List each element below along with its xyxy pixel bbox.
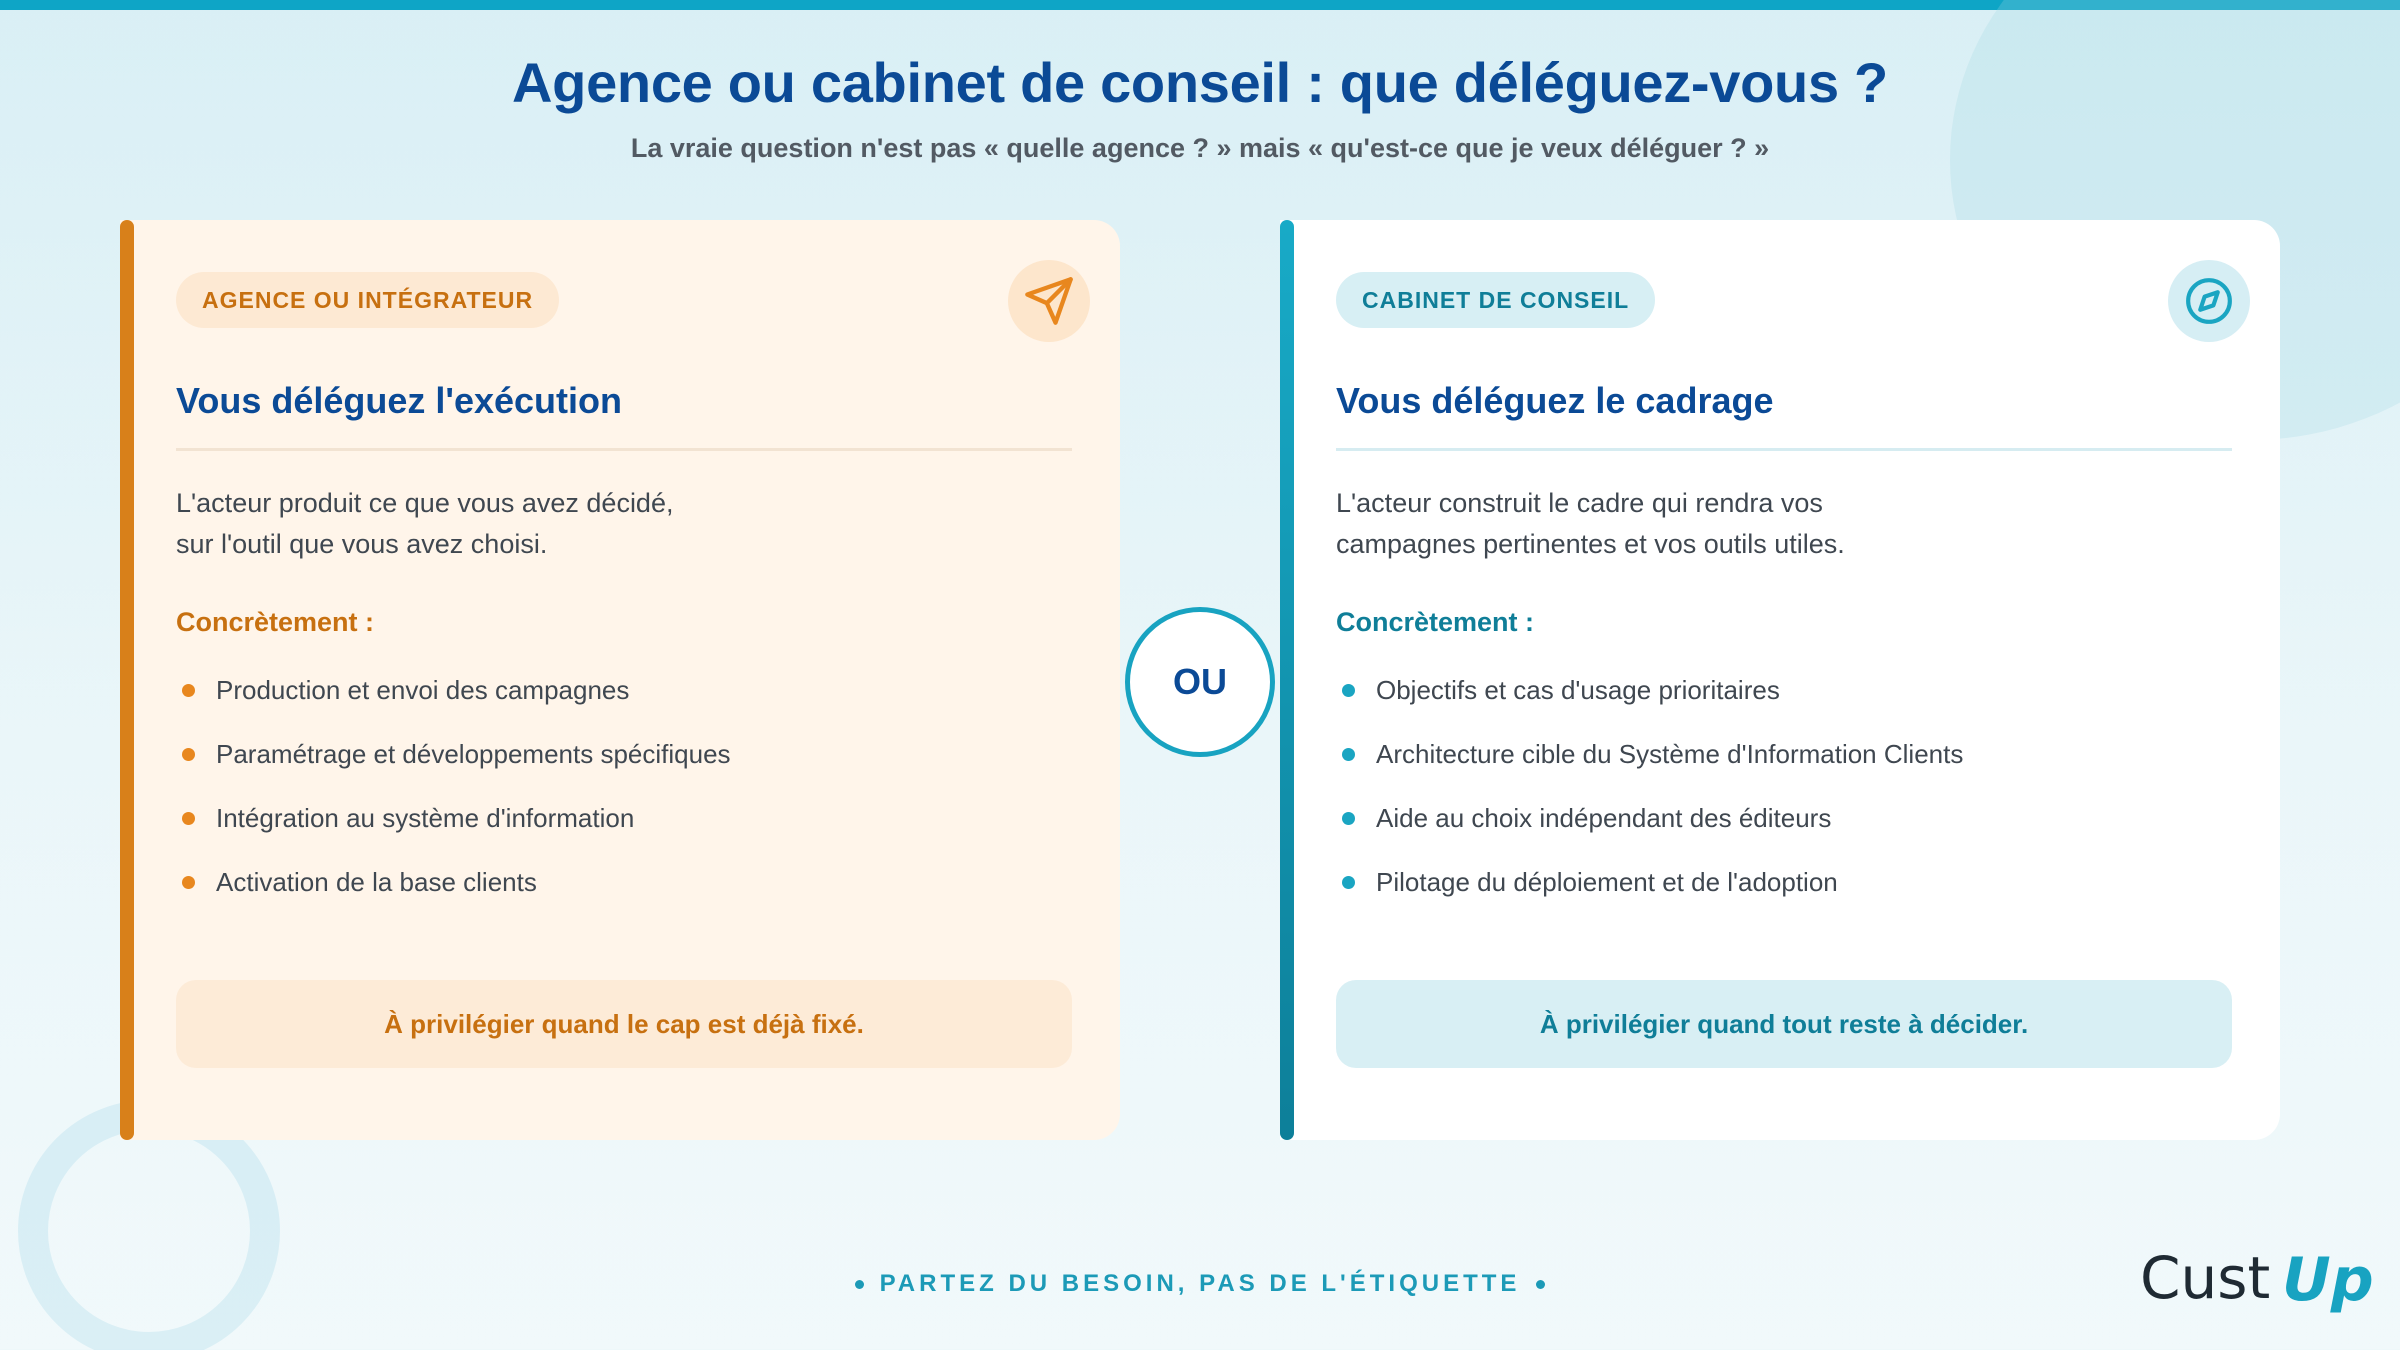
card-description — [176, 483, 816, 565]
logo-text-up: Up — [2282, 1245, 2374, 1315]
concretely-label: Concrètement : — [176, 607, 375, 637]
card-heading: Vous déléguez l'exécution — [176, 380, 622, 421]
header — [0, 50, 2400, 164]
list-item-text: Objectifs et cas d'usage prioritaires — [1376, 675, 1780, 705]
card-callout: À privilégier quand tout reste à décider. — [1336, 980, 2232, 1068]
list-item — [176, 786, 1072, 850]
list-item — [176, 658, 1072, 722]
bullet-dot — [182, 684, 195, 697]
bullet-dot — [182, 748, 195, 761]
description-line: L'acteur construit le cadre qui rendra vos — [1336, 488, 1823, 518]
list-item — [1336, 850, 2232, 914]
consulting-card — [1280, 220, 2280, 1140]
card-heading: Vous déléguez le cadrage — [1336, 380, 1774, 421]
custup-logo — [2136, 1240, 2386, 1330]
tagline-dot — [1536, 1280, 1545, 1289]
card-list — [1336, 658, 2232, 914]
card-divider — [1336, 448, 2232, 451]
list-item-text: Pilotage du déploiement et de l'adoption — [1376, 867, 1838, 897]
card-description — [1336, 483, 1976, 565]
bullet-dot — [182, 876, 195, 889]
card-tag: AGENCE OU INTÉGRATEUR — [176, 272, 559, 328]
footer-tagline — [0, 1270, 2400, 1298]
list-item — [1336, 786, 2232, 850]
description-line: L'acteur produit ce que vous avez décidé, — [176, 488, 674, 518]
description-line: campagnes pertinentes et vos outils utiles. — [1336, 529, 1845, 559]
compass-icon — [2168, 260, 2250, 342]
list-item-text: Architecture cible du Système d'Information Clients — [1376, 739, 1964, 769]
list-item-text: Intégration au système d'information — [216, 803, 635, 833]
card-accent-bar — [1280, 220, 1294, 1140]
list-item — [1336, 722, 2232, 786]
page-title: Agence ou cabinet de conseil : que déléguez-vous ? — [512, 51, 1888, 114]
logo-text-cust: Cust — [2140, 1244, 2271, 1312]
page-subtitle: La vraie question n'est pas « quelle agence ? » mais « qu'est-ce que je veux déléguer ? » — [630, 133, 1770, 163]
list-item-text: Paramétrage et développements spécifiques — [216, 739, 731, 769]
description-line: sur l'outil que vous avez choisi. — [176, 529, 548, 559]
list-item — [176, 722, 1072, 786]
concretely-label: Concrètement : — [1336, 607, 1535, 637]
bullet-dot — [1342, 876, 1355, 889]
bullet-dot — [182, 812, 195, 825]
list-item-text: Activation de la base clients — [216, 867, 537, 897]
list-item — [176, 850, 1072, 914]
bullet-dot — [1342, 812, 1355, 825]
tagline-dot — [855, 1280, 864, 1289]
or-separator: OU — [1125, 607, 1275, 757]
list-item-text: Production et envoi des campagnes — [216, 675, 630, 705]
paper-plane-icon — [1008, 260, 1090, 342]
card-callout: À privilégier quand le cap est déjà fixé. — [176, 980, 1072, 1068]
card-accent-bar — [120, 220, 134, 1140]
list-item — [1336, 658, 2232, 722]
bullet-dot — [1342, 748, 1355, 761]
tagline-text: PARTEZ DU BESOIN, PAS DE L'ÉTIQUETTE — [879, 1270, 1521, 1297]
card-divider — [176, 448, 1072, 451]
bullet-dot — [1342, 684, 1355, 697]
list-item-text: Aide au choix indépendant des éditeurs — [1376, 803, 1832, 833]
card-list — [176, 658, 1072, 914]
card-tag: CABINET DE CONSEIL — [1336, 272, 1655, 328]
agency-card — [120, 220, 1120, 1140]
